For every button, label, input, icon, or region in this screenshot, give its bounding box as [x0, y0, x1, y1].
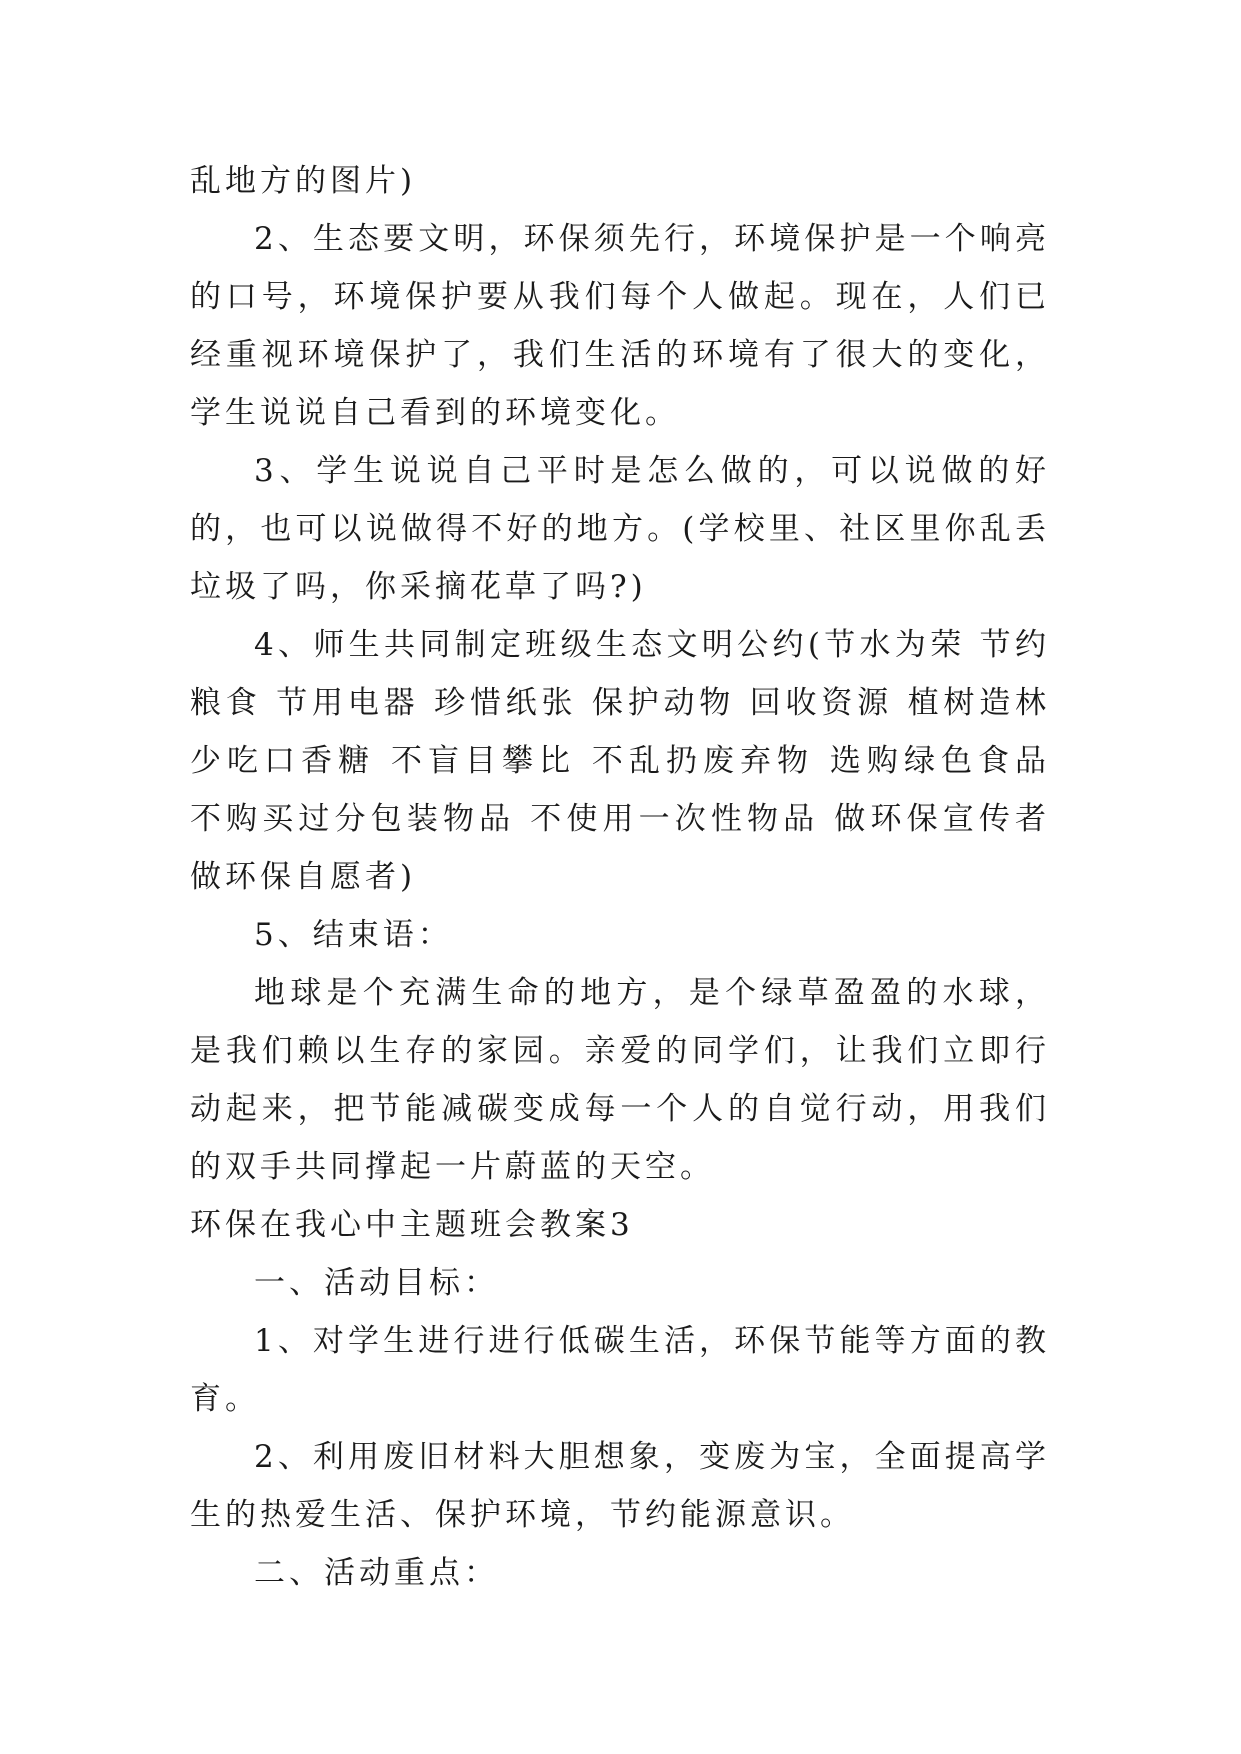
paragraph-continuation: 乱地方的图片): [190, 163, 417, 199]
section-heading: 环保在我心中主题班会教案3: [190, 1207, 634, 1243]
paragraph-item-5: 5、结束语：: [254, 917, 453, 953]
paragraph-closing: 地球是个充满生命的地方，是个绿草盈盈的水球，是我们赖以生存的家园。亲爱的同学们，让我们立即行动起来，把节能减碳变成每一个人的自觉行动，用我们的双手共同撑起一片蔚蓝的天空。: [190, 975, 1050, 1185]
goal-item-1: 1、对学生进行进行低碳生活，环保节能等方面的教育。: [190, 1323, 1050, 1417]
paragraph-item-3: 3、学生说说自己平时是怎么做的，可以说做的好的，也可以说做得不好的地方。(学校里、社区里你乱丢垃圾了吗，你采摘花草了吗?): [190, 453, 1050, 605]
paragraph-item-2: 2、生态要文明，环保须先行，环境保护是一个响亮的口号，环境保护要从我们每个人做起。现在，人们已经重视环境保护了，我们生活的环境有了很大的变化，学生说说自己看到的环境变化。: [190, 221, 1050, 431]
subheading-activity-focus: 二、活动重点：: [254, 1555, 499, 1591]
paragraph-item-4: 4、师生共同制定班级生态文明公约(节水为荣 节约粮食 节用电器 珍惜纸张 保护动物 回收资源 植树造林 少吃口香糖 不盲目攀比 不乱扔废弃物 选购绿色食品 不购买过分包装物品 不使用一次性物品 做环保宣传者 做环保自愿者): [190, 627, 1050, 895]
document-body: [190, 152, 1050, 1602]
goal-item-2: 2、利用废旧材料大胆想象，变废为宝，全面提高学生的热爱生活、保护环境，节约能源意识。: [190, 1439, 1050, 1533]
subheading-activity-goals: 一、活动目标：: [254, 1265, 499, 1301]
